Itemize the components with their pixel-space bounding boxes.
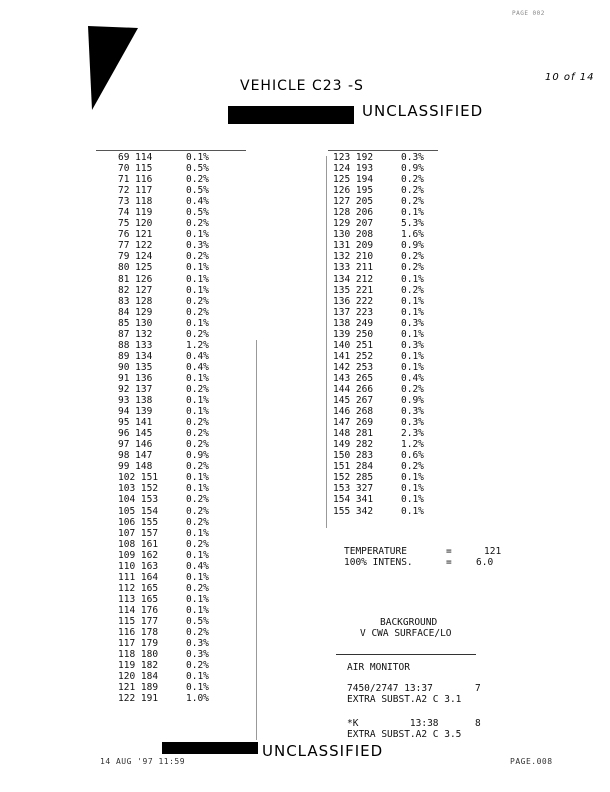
right-table-side-line [326, 156, 327, 528]
row-percent: 0.2% [186, 538, 209, 550]
row-percent: 0.1% [186, 549, 209, 561]
row-id: 155 342 [333, 505, 374, 517]
row-percent: 0.3% [401, 406, 424, 418]
row-percent: 0.1% [401, 328, 424, 340]
row-id: 124 193 [333, 163, 374, 175]
row-percent: 0.1% [186, 152, 209, 163]
row-id: 139 250 [333, 328, 374, 340]
table-row [333, 218, 441, 229]
row-percent: 2.3% [401, 428, 424, 440]
row-percent: 0.1% [186, 262, 209, 274]
row-percent: 1.0% [186, 693, 209, 705]
table-row [118, 395, 226, 406]
redaction-bar-top [228, 106, 354, 124]
row-id: 91 136 [118, 372, 153, 384]
row-id: 128 206 [333, 207, 374, 219]
table-row [333, 185, 441, 196]
right-table-top-rule [328, 150, 438, 151]
row-id: 114 176 [118, 604, 159, 616]
table-row [118, 605, 226, 616]
row-percent: 0.3% [186, 240, 209, 252]
row-percent: 1.2% [401, 439, 424, 451]
row-id: 92 137 [118, 383, 153, 395]
row-id: 122 191 [118, 693, 159, 705]
intens-value: 6.0 [476, 557, 494, 569]
row-id: 149 282 [333, 439, 374, 451]
row-percent: 0.2% [401, 251, 424, 263]
table-row [118, 218, 226, 229]
row-percent: 0.2% [401, 174, 424, 186]
row-percent: 0.2% [186, 461, 209, 473]
row-percent: 0.5% [186, 163, 209, 175]
table-row [118, 428, 226, 439]
row-id: 73 118 [118, 196, 153, 208]
row-percent: 0.1% [186, 571, 209, 583]
air-monitor-label: AIR MONITOR [347, 662, 410, 673]
row-id: 130 208 [333, 229, 374, 241]
table-row [118, 616, 226, 627]
table-row [118, 185, 226, 196]
table-row [333, 395, 441, 406]
row-percent: 0.4% [186, 196, 209, 208]
table-row [118, 461, 226, 472]
table-row [118, 638, 226, 649]
row-id: 140 251 [333, 339, 374, 351]
row-id: 144 266 [333, 383, 374, 395]
row-percent: 0.1% [186, 483, 209, 495]
table-row [333, 406, 441, 417]
table-row [333, 240, 441, 251]
table-row [333, 307, 441, 318]
row-id: 106 155 [118, 516, 159, 528]
row-id: 75 120 [118, 218, 153, 230]
row-percent: 0.9% [401, 163, 424, 175]
row-percent: 0.4% [186, 560, 209, 572]
table-row [118, 329, 226, 340]
table-row [333, 318, 441, 329]
row-percent: 0.2% [186, 251, 209, 263]
background-rule [336, 654, 476, 655]
row-id: 137 223 [333, 306, 374, 318]
temperature-value: 121 [484, 546, 502, 557]
table-row [333, 229, 441, 240]
row-id: 142 253 [333, 361, 374, 373]
background-subtitle: V CWA SURFACE/LO [360, 628, 452, 639]
table-row [333, 285, 441, 296]
table-row [118, 583, 226, 594]
table-row [333, 296, 441, 307]
intens-eq: = [446, 557, 452, 569]
entry-2-time: *K 13:38 [347, 718, 439, 729]
table-row [333, 207, 441, 218]
row-id: 141 252 [333, 350, 374, 362]
row-percent: 0.2% [186, 328, 209, 340]
table-row [333, 428, 441, 439]
row-id: 94 139 [118, 406, 153, 418]
row-percent: 0.2% [401, 383, 424, 395]
row-percent: 0.1% [401, 361, 424, 373]
left-table-side-line [256, 340, 257, 740]
table-row [118, 384, 226, 395]
row-percent: 0.5% [186, 615, 209, 627]
row-id: 104 153 [118, 494, 159, 506]
row-percent: 0.2% [186, 660, 209, 672]
table-row [118, 627, 226, 638]
entry-1-time: 7450/2747 13:37 [347, 683, 433, 694]
entry-2-subst: EXTRA SUBST.A2 C 3.5 [347, 729, 462, 741]
row-percent: 0.5% [186, 185, 209, 197]
row-percent: 0.1% [401, 306, 424, 318]
table-row [118, 174, 226, 185]
row-id: 116 178 [118, 627, 159, 639]
right-table [333, 152, 441, 517]
air-monitor-entry-2 [347, 718, 481, 740]
page-mark: 10 of 14 [545, 72, 595, 83]
row-id: 126 195 [333, 185, 374, 197]
row-id: 103 152 [118, 483, 159, 495]
row-percent: 0.1% [401, 505, 424, 517]
table-row [118, 373, 226, 384]
table-row [118, 539, 226, 550]
temperature-eq: = [446, 546, 452, 557]
row-id: 90 135 [118, 361, 153, 373]
row-percent: 0.1% [186, 372, 209, 384]
row-id: 93 138 [118, 395, 153, 407]
footer-page: PAGE.008 [510, 757, 553, 766]
table-row [118, 406, 226, 417]
row-percent: 0.2% [401, 262, 424, 274]
row-percent: 0.1% [186, 527, 209, 539]
row-id: 125 194 [333, 174, 374, 186]
row-percent: 0.2% [186, 295, 209, 307]
entry-2-num: 8 [475, 718, 481, 729]
row-id: 153 327 [333, 483, 374, 495]
row-id: 119 182 [118, 660, 159, 672]
table-row [333, 329, 441, 340]
row-percent: 0.3% [401, 339, 424, 351]
row-percent: 0.9% [401, 240, 424, 252]
table-row [118, 660, 226, 671]
table-row [118, 494, 226, 505]
table-row [118, 517, 226, 528]
row-percent: 0.4% [401, 372, 424, 384]
table-row [333, 439, 441, 450]
table-row [333, 373, 441, 384]
row-percent: 0.1% [401, 350, 424, 362]
row-id: 84 129 [118, 306, 153, 318]
table-row [118, 251, 226, 262]
row-id: 77 122 [118, 240, 153, 252]
row-percent: 1.6% [401, 229, 424, 241]
table-row [333, 351, 441, 362]
row-id: 107 157 [118, 527, 159, 539]
row-id: 117 179 [118, 638, 159, 650]
table-row [118, 483, 226, 494]
row-id: 109 162 [118, 549, 159, 561]
row-id: 69 114 [118, 152, 153, 163]
table-row [118, 351, 226, 362]
row-id: 138 249 [333, 317, 374, 329]
row-percent: 0.2% [401, 185, 424, 197]
table-row [333, 494, 441, 505]
row-percent: 0.2% [401, 196, 424, 208]
row-percent: 0.1% [186, 273, 209, 285]
row-percent: 0.1% [186, 671, 209, 683]
row-id: 72 117 [118, 185, 153, 197]
table-row [118, 240, 226, 251]
entry-1-subst: EXTRA SUBST.A2 C 3.1 [347, 694, 462, 706]
row-percent: 0.3% [401, 417, 424, 429]
table-row [333, 152, 441, 163]
row-percent: 0.2% [186, 439, 209, 451]
row-id: 110 163 [118, 560, 159, 572]
row-id: 89 134 [118, 350, 153, 362]
row-id: 143 265 [333, 372, 374, 384]
table-row [333, 251, 441, 262]
table-row [333, 174, 441, 185]
left-table-top-rule [96, 150, 246, 151]
table-row [118, 318, 226, 329]
table-row [333, 461, 441, 472]
row-id: 154 341 [333, 494, 374, 506]
row-id: 127 205 [333, 196, 374, 208]
table-row [333, 472, 441, 483]
row-percent: 0.1% [401, 472, 424, 484]
row-id: 118 180 [118, 649, 159, 661]
row-percent: 0.1% [186, 604, 209, 616]
row-id: 87 132 [118, 328, 153, 340]
table-row [118, 163, 226, 174]
entry-1-num: 7 [475, 683, 481, 694]
air-monitor-entry-1 [347, 683, 481, 705]
corner-wedge-mark [82, 22, 142, 112]
row-percent: 0.1% [401, 295, 424, 307]
table-row [118, 682, 226, 693]
table-row [118, 594, 226, 605]
row-id: 74 119 [118, 207, 153, 219]
row-id: 129 207 [333, 218, 374, 230]
table-row [118, 693, 226, 704]
table-row [118, 671, 226, 682]
row-percent: 0.2% [186, 516, 209, 528]
table-row [118, 506, 226, 517]
row-percent: 0.2% [186, 582, 209, 594]
row-percent: 0.1% [401, 483, 424, 495]
table-row [118, 550, 226, 561]
row-percent: 0.1% [186, 682, 209, 694]
row-id: 150 283 [333, 450, 374, 462]
row-percent: 0.2% [186, 505, 209, 517]
classification-bottom: UNCLASSIFIED [262, 742, 384, 760]
table-row [118, 417, 226, 428]
intens-label: 100% INTENS. [344, 557, 413, 569]
row-id: 83 128 [118, 295, 153, 307]
row-id: 147 269 [333, 417, 374, 429]
table-row [118, 649, 226, 660]
table-row [333, 506, 441, 517]
summary-block [344, 546, 501, 568]
table-row [118, 572, 226, 583]
row-id: 132 210 [333, 251, 374, 263]
row-percent: 0.2% [401, 461, 424, 473]
table-row [118, 362, 226, 373]
row-id: 131 209 [333, 240, 374, 252]
row-id: 112 165 [118, 582, 159, 594]
row-id: 80 125 [118, 262, 153, 274]
row-percent: 0.1% [401, 273, 424, 285]
row-percent: 0.1% [186, 229, 209, 241]
row-id: 148 281 [333, 428, 374, 440]
row-percent: 0.4% [186, 350, 209, 362]
table-row [118, 472, 226, 483]
row-percent: 0.3% [401, 317, 424, 329]
row-percent: 0.1% [186, 284, 209, 296]
row-percent: 0.2% [186, 627, 209, 639]
row-id: 82 127 [118, 284, 153, 296]
row-percent: 0.2% [401, 284, 424, 296]
row-id: 71 116 [118, 174, 153, 186]
row-id: 134 212 [333, 273, 374, 285]
table-row [118, 207, 226, 218]
table-row [333, 417, 441, 428]
table-row [333, 274, 441, 285]
table-row [118, 561, 226, 572]
row-percent: 0.2% [186, 428, 209, 440]
top-stamp: PAGE 002 [512, 10, 545, 17]
table-row [333, 384, 441, 395]
row-percent: 0.2% [186, 383, 209, 395]
table-row [118, 450, 226, 461]
table-row [118, 528, 226, 539]
left-table [118, 152, 226, 704]
row-percent: 0.9% [401, 395, 424, 407]
row-percent: 0.2% [186, 218, 209, 230]
row-percent: 0.1% [186, 395, 209, 407]
row-percent: 5.3% [401, 218, 424, 230]
table-row [118, 152, 226, 163]
table-row [333, 163, 441, 174]
row-id: 152 285 [333, 472, 374, 484]
row-percent: 0.1% [186, 406, 209, 418]
row-percent: 0.1% [186, 593, 209, 605]
table-row [333, 196, 441, 207]
table-row [118, 274, 226, 285]
row-percent: 0.4% [186, 361, 209, 373]
footer-timestamp: 14 AUG '97 11:59 [100, 757, 186, 766]
row-id: 95 141 [118, 417, 153, 429]
background-title: BACKGROUND [380, 617, 438, 628]
table-row [118, 262, 226, 273]
row-id: 135 221 [333, 284, 374, 296]
row-percent: 0.3% [186, 649, 209, 661]
row-id: 146 268 [333, 406, 374, 418]
table-row [118, 340, 226, 351]
row-id: 121 189 [118, 682, 159, 694]
row-id: 151 284 [333, 461, 374, 473]
row-percent: 0.2% [186, 417, 209, 429]
row-id: 111 164 [118, 571, 159, 583]
table-row [118, 229, 226, 240]
table-row [118, 285, 226, 296]
table-row [333, 362, 441, 373]
row-percent: 0.2% [186, 174, 209, 186]
row-id: 97 146 [118, 439, 153, 451]
row-id: 70 115 [118, 163, 153, 175]
classification-top: UNCLASSIFIED [362, 102, 484, 120]
row-percent: 0.9% [186, 450, 209, 462]
table-row [118, 439, 226, 450]
row-id: 136 222 [333, 295, 374, 307]
table-row [333, 450, 441, 461]
row-percent: 0.2% [186, 494, 209, 506]
row-id: 113 165 [118, 593, 159, 605]
row-id: 88 133 [118, 339, 153, 351]
row-id: 79 124 [118, 251, 153, 263]
row-id: 99 148 [118, 461, 153, 473]
row-percent: 0.3% [401, 152, 424, 163]
row-id: 105 154 [118, 505, 159, 517]
row-id: 85 130 [118, 317, 153, 329]
table-row [333, 483, 441, 494]
table-row [118, 296, 226, 307]
table-row [333, 262, 441, 273]
row-id: 96 145 [118, 428, 153, 440]
table-row [333, 340, 441, 351]
table-row [118, 196, 226, 207]
row-percent: 0.6% [401, 450, 424, 462]
row-percent: 0.5% [186, 207, 209, 219]
row-percent: 0.1% [186, 472, 209, 484]
row-percent: 0.1% [401, 207, 424, 219]
row-id: 81 126 [118, 273, 153, 285]
row-id: 115 177 [118, 615, 159, 627]
row-percent: 0.1% [401, 494, 424, 506]
table-row [118, 307, 226, 318]
temperature-label: TEMPERATURE [344, 546, 407, 557]
redaction-bar-bottom [162, 742, 258, 754]
row-percent: 1.2% [186, 339, 209, 351]
row-id: 102 151 [118, 472, 159, 484]
row-percent: 0.3% [186, 638, 209, 650]
row-id: 133 211 [333, 262, 374, 274]
row-percent: 0.2% [186, 306, 209, 318]
row-id: 76 121 [118, 229, 153, 241]
row-percent: 0.1% [186, 317, 209, 329]
row-id: 98 147 [118, 450, 153, 462]
row-id: 123 192 [333, 152, 374, 163]
row-id: 120 184 [118, 671, 159, 683]
vehicle-label: VEHICLE C23 -S [240, 78, 364, 94]
row-id: 145 267 [333, 395, 374, 407]
row-id: 108 161 [118, 538, 159, 550]
